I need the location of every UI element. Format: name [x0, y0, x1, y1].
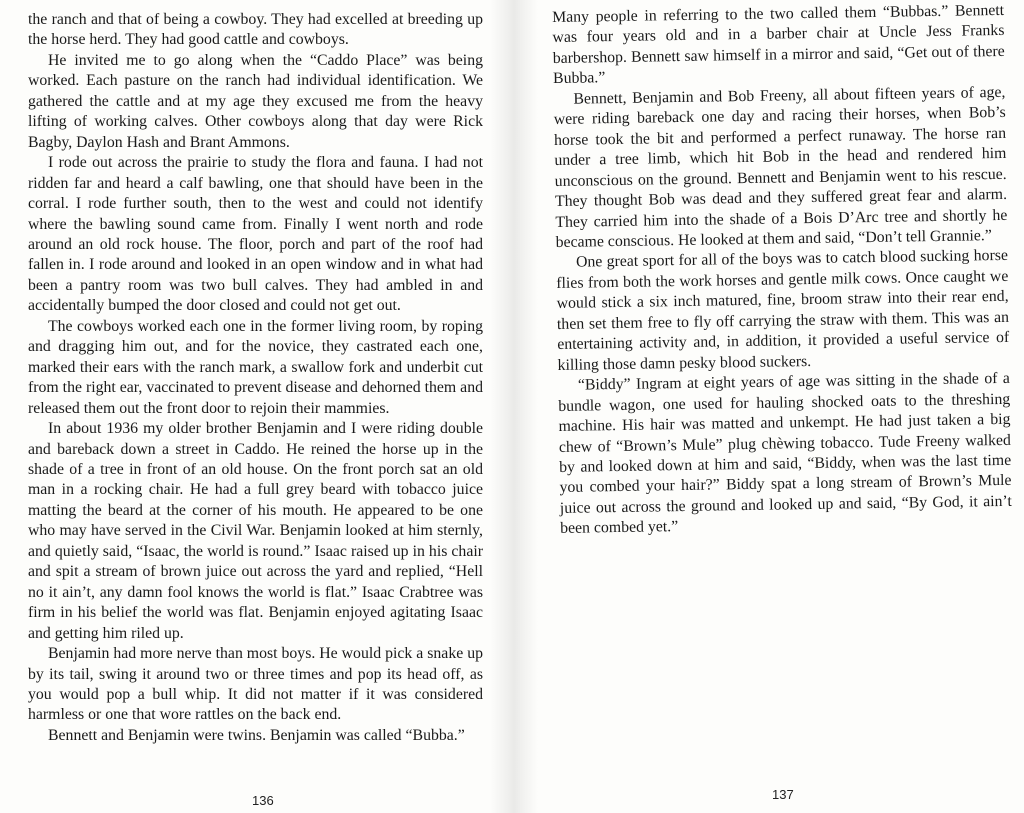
- paragraph: Bennett, Benjamin and Bob Freeny, all about fifteen years of age, were riding bareback one day and racing their horses, when Bob’s horse took the bit and performed a perfect runaway. The horse ran under a tree limb, which hit Bob in the head and rendered him unconscious on the ground. Bennett and Benjamin went to his rescue. They thought Bob was dead and they suffered great fear and alarm. They carried him into the shade of a Bois D’Arc tree and shortly he became conscious. He looked at them and said, “Don’t tell Grannie.”: [553, 83, 1008, 251]
- page-number-left: 136: [252, 793, 274, 808]
- book-gutter: [490, 0, 538, 813]
- paragraph: One great sport for all of the boys was to catch blood sucking horse flies from both the work horses and gentle milk cows. Once caught we would stick a six inch matured, fine, broom straw into their rear end, then set them free to fly off carrying the straw with them. This was an entertaining activity and, in addition, it provided a useful service of killing those damn pesky blood suckers.: [556, 247, 1010, 374]
- paragraph: Bennett and Benjamin were twins. Benjamin was called “Bubba.”: [48, 726, 465, 744]
- left-page: [28, 10, 483, 746]
- paragraph: Many people in referring to the two called them “Bubbas.” Bennett was four years old and in a barber chair at Uncle Jess Franks barbershop. Bennett saw himself in a mirror and said, “Get out of there Bubba.”: [552, 1, 1005, 88]
- paragraph: Benjamin had more nerve than most boys. He would pick a snake up by its tail, swing it around two or three times and pop its head off, as you would pop a bull whip. It did not matter if it was considered harmless or one that wore rattles on the back end.: [28, 645, 483, 724]
- right-page: [552, 1, 1012, 540]
- paragraph: In about 1936 my older brother Benjamin and I were riding double and bareback down a street in Caddo. He reined the horse up in the shade of a tree in front of an old house. On the front porch sat an old man in a rocking chair. He had a full grey beard with tobacco juice matting the beard at the corner of his mouth. He appeared to be one who may have served in the Civil War. Benjamin looked at him sternly, and quietly said, “Isaac, the world is round.” Isaac raised up in his chair and spit a stream of brown juice out across the yard and replied, “Hell no it ain’t, any damn fool knows the world is flat.” Isaac Crabtree was firm in his belief the world was flat. Benjamin enjoyed agitating Isaac and getting him riled up.: [28, 420, 483, 642]
- paragraph: “Biddy” Ingram at eight years of age was sitting in the shade of a bundle wagon, one used for hauling shocked oats to the threshing machine. His hair was matted and unkempt. He had just taken a big chew of “Brown’s Mule” plug chèwing tobacco. Tude Freeny walked by and looked down at him and said, “Biddy, when was the last time you combed your hair?” Biddy spat a long stream of Brown’s Mule juice out across the ground and looked up and said, “By God, it ain’t been combed yet.”: [558, 370, 1012, 538]
- paragraph: the ranch and that of being a cowboy. They had excelled at breeding up the horse herd. They had good cattle and cowboys.: [28, 11, 483, 49]
- paragraph: The cowboys worked each one in the former living room, by roping and dragging him out, and for the novice, they castrated each one, marked their ears with the ranch mark, a swallow fork and underbit cut from the right ear, vaccinated to prevent disease and dehorned them and released them out the front door to rejoin their mammies.: [28, 317, 483, 417]
- paragraph: I rode out across the prairie to study the flora and fauna. I had not ridden far and heard a calf bawling, one that should have been in the corral. I rode further south, then to the west and could not identify where the bawling sound came from. Finally I went north and rode around an old rock house. The floor, porch and part of the roof had fallen in. I rode around and looked in an open window and in what had been a pantry room was two bull calves. They had ambled in and accidentally bumped the door closed and could not get out.: [28, 154, 483, 315]
- paragraph: He invited me to go along when the “Caddo Place” was being worked. Each pasture on the ranch had individual identification. We gathered the cattle and at my age they excused me from the heavy lifting of working calves. Other cowboys along that day were Rick Bagby, Daylon Hash and Brant Ammons.: [28, 51, 483, 151]
- page-number-right: 137: [772, 787, 794, 802]
